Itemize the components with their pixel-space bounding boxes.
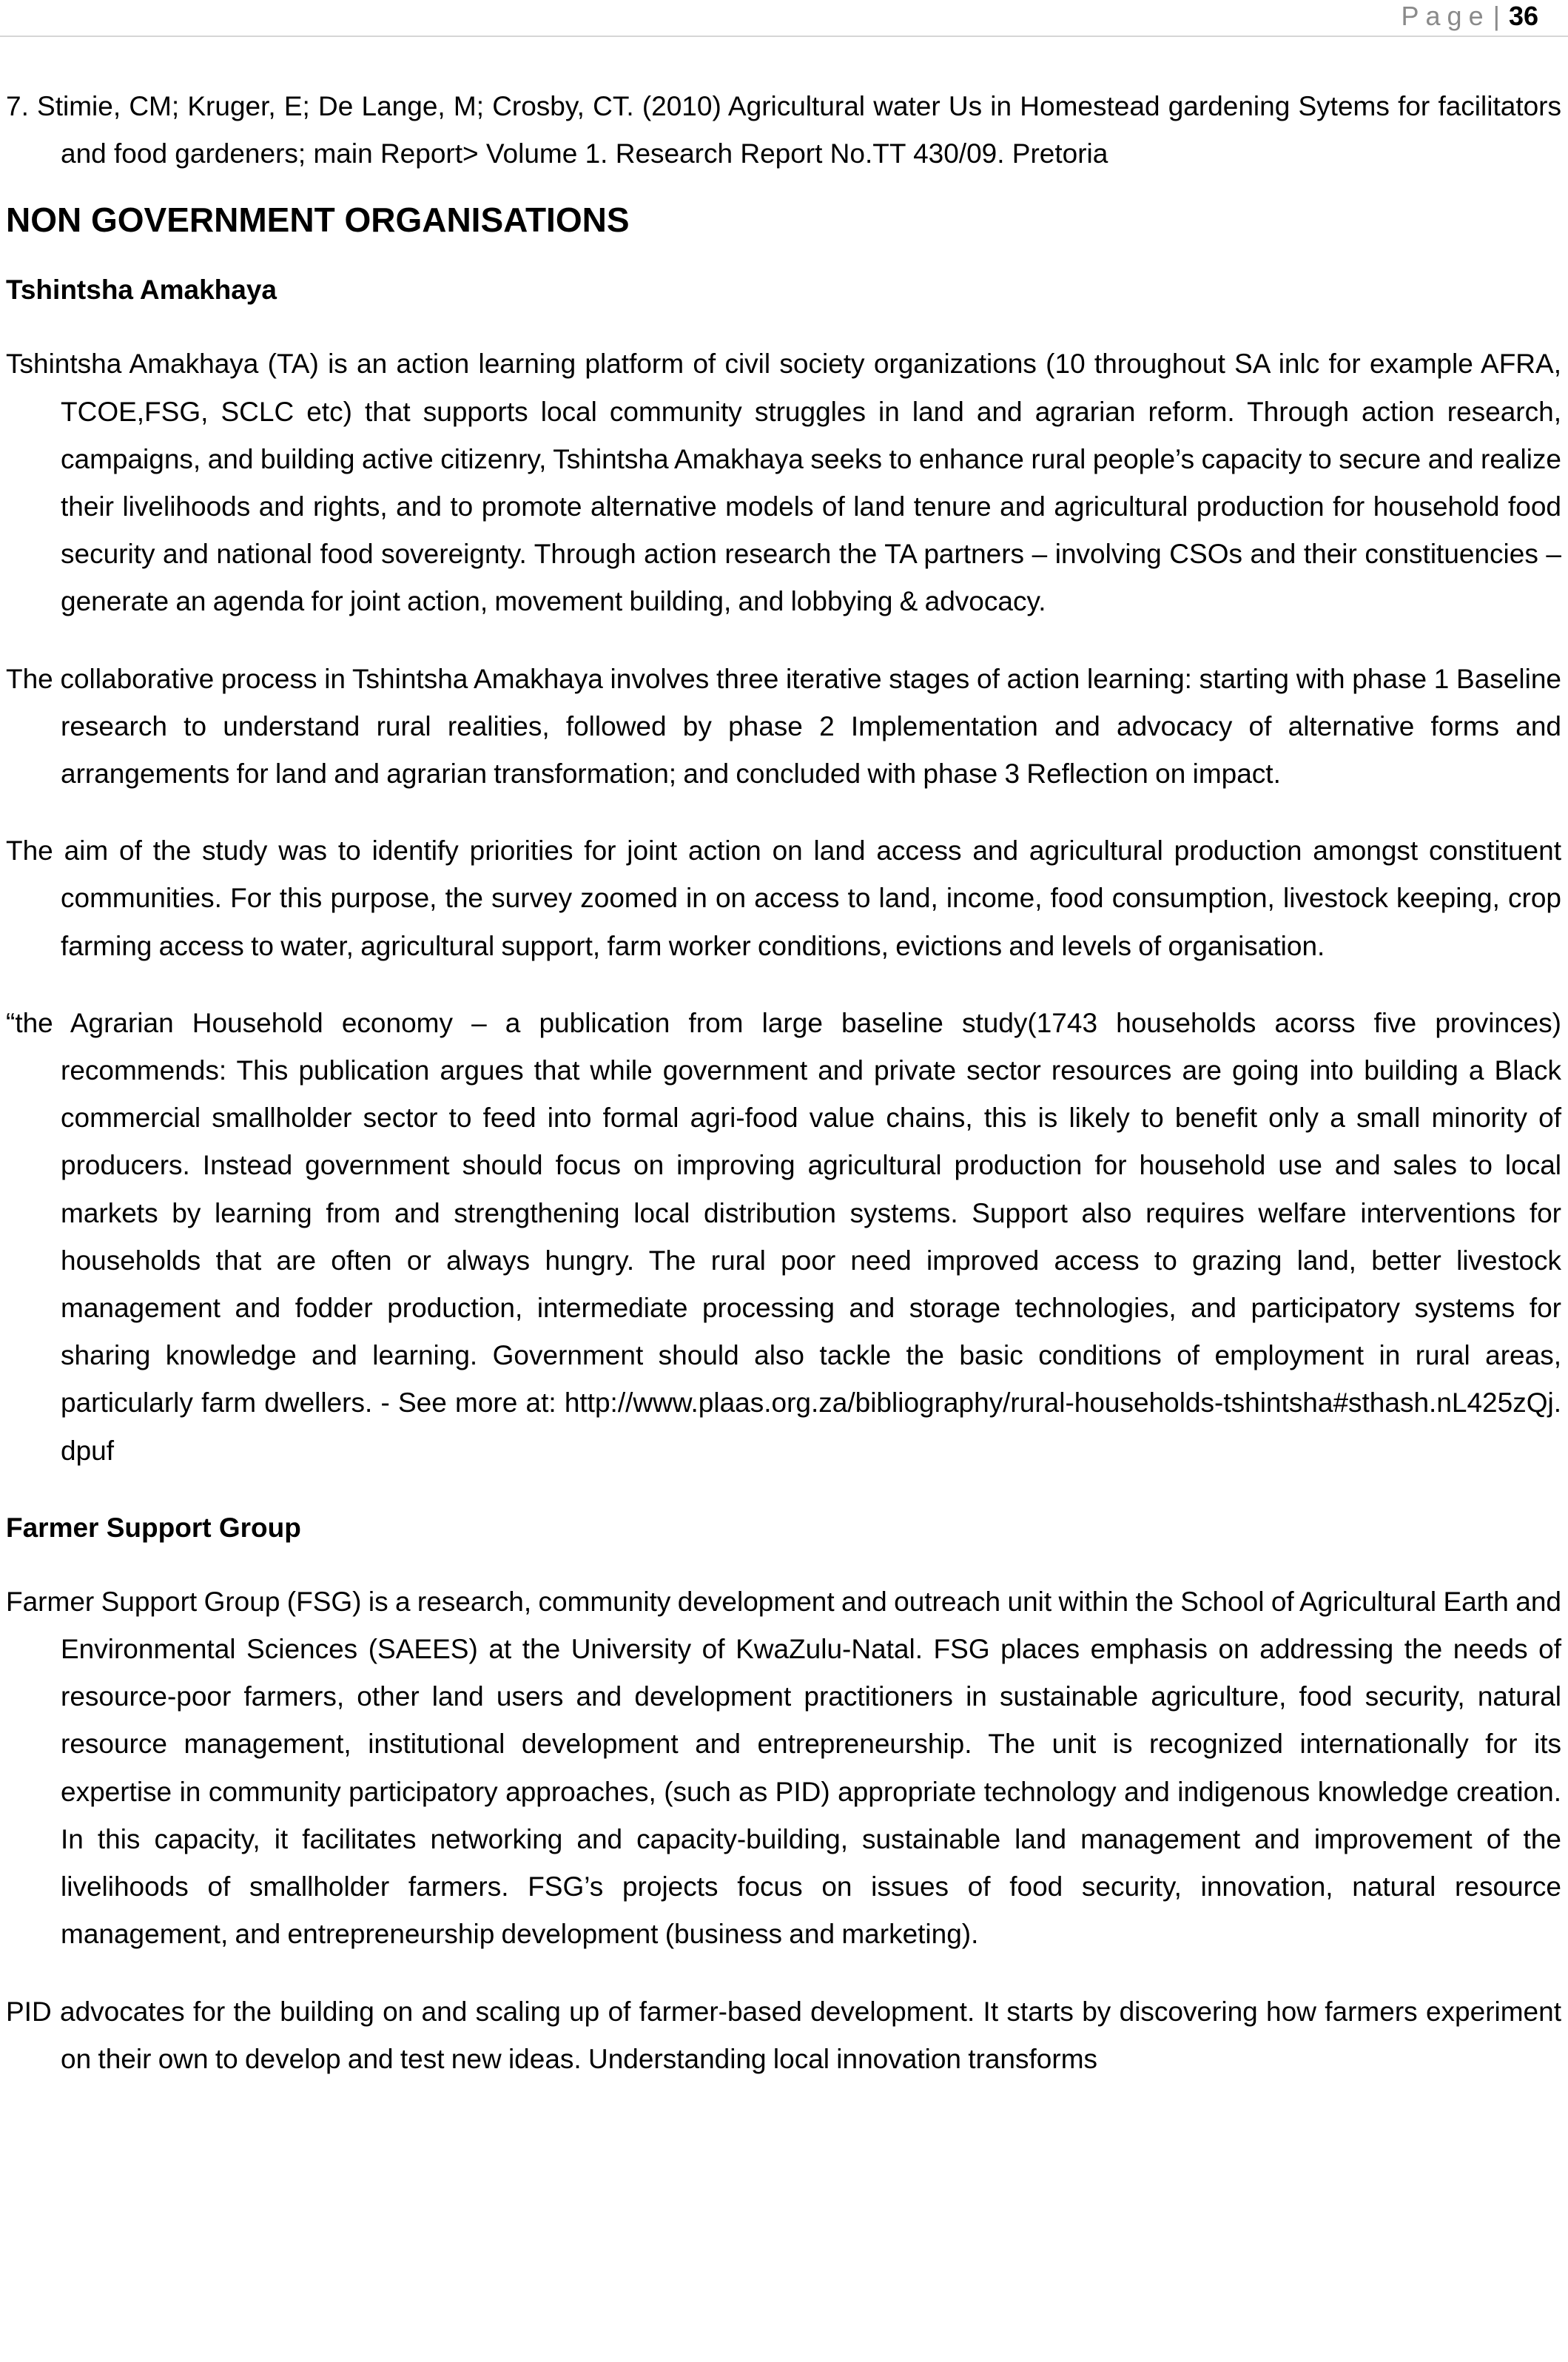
tshintsha-heading: Tshintsha Amakhaya xyxy=(6,275,277,306)
fsg-paragraph-1: Farmer Support Group (FSG) is a research, community development and outreach unit within the School of Agricultural Earth and Environmental Sciences (SAEES) at the University of KwaZulu-Natal. FSG places emphasis on addressing the needs of resource-poor farmers, other land users and development practitioners in sustainable agriculture, food security, natural resource management, institutional development and entrepreneurship. The unit is recognized internationally for its expertise in community participatory approaches, (such as PID) appropriate technology and indigenous knowledge creation. In this capacity, it facilitates networking and capacity-building, sustainable land management and improvement of the livelihoods of smallholder farmers. FSG’s projects focus on issues of food security, innovation, natural resource management, and entrepreneurship development (business and marketing). xyxy=(6,1586,1561,1950)
tshintsha-paragraph-2: The collaborative process in Tshintsha Amakhaya involves three iterative stages of action learning: starting with phase 1 Baseline research to understand rural realities, followed by phase 2 Implementation and advocacy of alternative forms and arrangements for land and agrarian transformation; and concluded with phase 3 Reflection on impact. xyxy=(6,663,1561,790)
page-header xyxy=(0,0,1568,37)
reference-entry: 7. Stimie, CM; Kruger, E; De Lange, M; Crosby, CT. (2010) Agricultural water Us in Homestead gardening Sytems for facilitators and food gardeners; main Report> Volume 1. Research Report No.TT 430/09. Pretoria xyxy=(6,91,1561,169)
section-title: NON GOVERNMENT ORGANISATIONS xyxy=(6,201,630,240)
tshintsha-paragraph-4 xyxy=(6,1000,1561,1475)
document-body xyxy=(6,83,1561,2113)
fsg-heading: Farmer Support Group xyxy=(6,1512,301,1543)
plaas-link[interactable]: http://www.plaas.org.za/bibliography/rural-households-tshintsha#sthash.nL425zQj.dpuf xyxy=(61,1387,1561,1466)
page-separator: | xyxy=(1493,1,1500,31)
page-word: Page xyxy=(1401,1,1490,31)
tshintsha-paragraph-3: The aim of the study was to identify priorities for joint action on land access and agricultural production amongst constituent communities. For this purpose, the survey zoomed in on access to land, income, food consumption, livestock keeping, crop farming access to water, agricultural support, farm worker conditions, evictions and levels of organisation. xyxy=(6,835,1561,961)
tshintsha-paragraph-1: Tshintsha Amakhaya (TA) is an action learning platform of civil society organizations (10 throughout SA inlc for example AFRA, TCOE,FSG, SCLC etc) that supports local community struggles in land and agrarian reform. Through action research, campaigns, and building active citizenry, Tshintsha Amakhaya seeks to enhance rural people’s capacity to secure and realize their livelihoods and rights, and to promote alternative models of land tenure and agricultural production for household food security and national food sovereignty. Through action research the TA partners – involving CSOs and their constituencies – generate an agenda for joint action, movement building, and lobbying & advocacy. xyxy=(6,349,1561,617)
page-number xyxy=(1402,1,1538,31)
tshintsha-paragraph-4-text: “the Agrarian Household economy – a publication from large baseline study(1743 households acorss five provinces) recommends: This publication argues that while government and private sector resources are going into building a Black commercial smallholder sector to feed into formal agri-food value chains, this is likely to benefit only a small minority of producers. Instead government should focus on improving agricultural production for household use and sales to local markets by learning from and strengthening local distribution systems. Support also requires welfare interventions for households that are often or always hungry. The rural poor need improved access to grazing land, better livestock management and fodder production, intermediate processing and storage technologies, and participatory systems for sharing knowledge and learning. Government should also tackle the basic conditions of employment in rural areas, particularly farm dwellers. - See more at: xyxy=(6,1007,1561,1419)
page-number-value: 36 xyxy=(1508,1,1538,31)
fsg-paragraph-2: PID advocates for the building on and scaling up of farmer-based development. It starts by discovering how farmers experiment on their own to develop and test new ideas. Understanding local innovation transforms xyxy=(6,1996,1561,2074)
